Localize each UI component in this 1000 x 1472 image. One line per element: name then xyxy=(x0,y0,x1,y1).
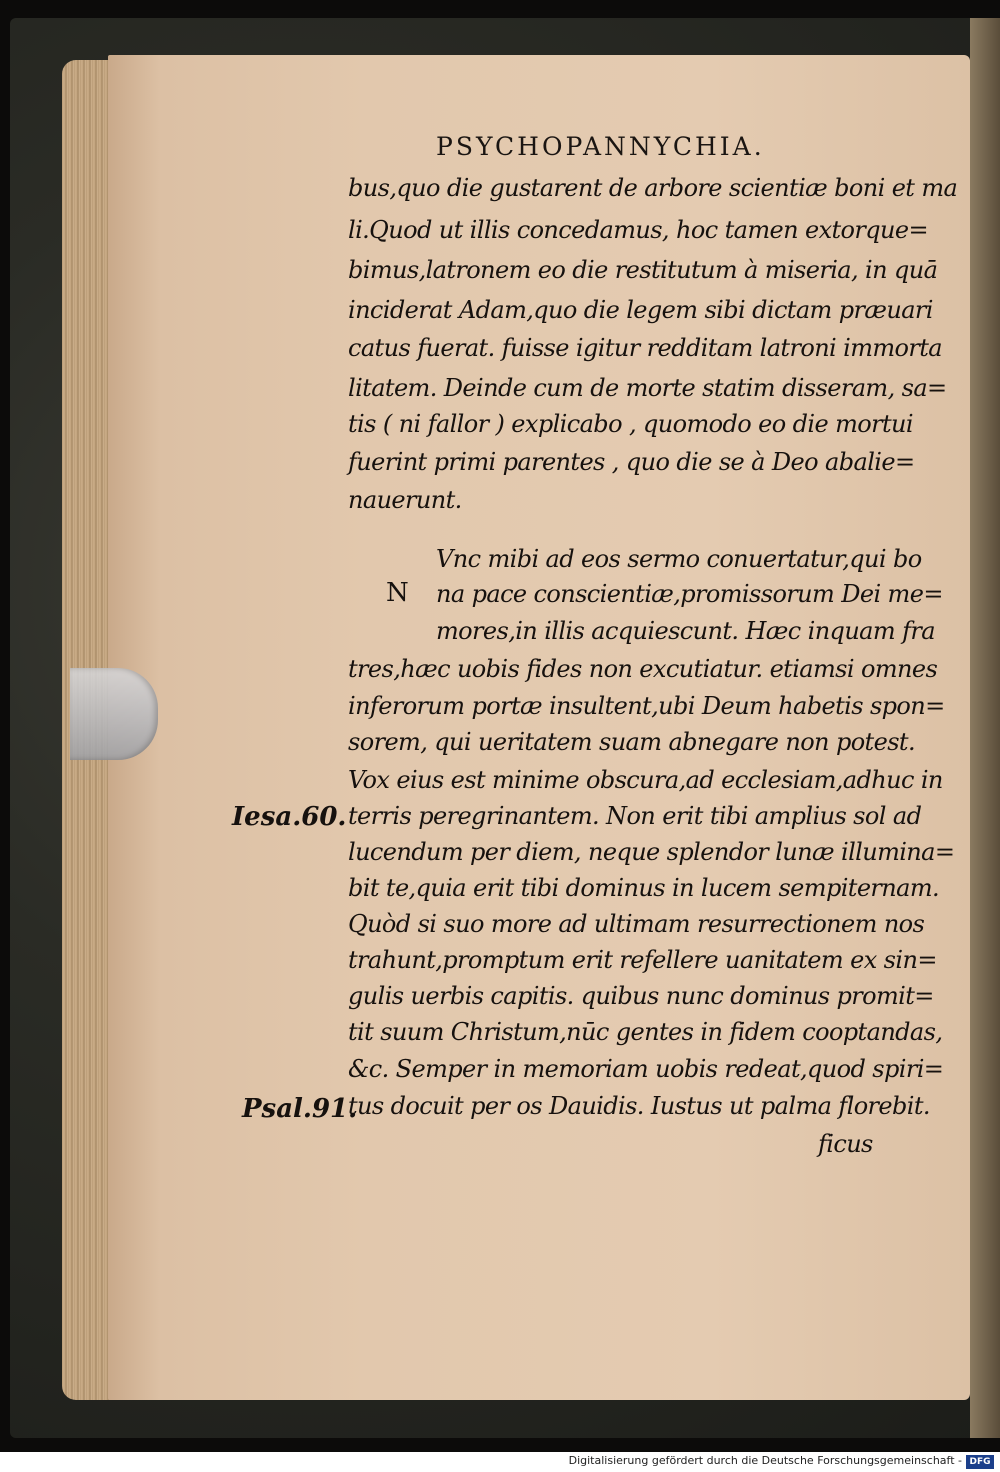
text-line: inciderat Adam,quo die legem sibi dictam præuari xyxy=(348,296,933,324)
text-line: bit te,quia erit tibi dominus in lucem sempiternam. xyxy=(348,874,940,902)
text-line: tus docuit per os Dauidis. Iustus ut palma florebit. xyxy=(348,1092,930,1120)
page-clip xyxy=(70,668,158,760)
text-line: Vnc mibi ad eos sermo conuertatur,qui bo xyxy=(436,545,922,573)
running-head: PSYCHOPANNYCHIA. xyxy=(436,132,765,161)
text-line: trahunt,promptum erit refellere uanitatem ex sin= xyxy=(348,946,937,974)
text-line: terris peregrinantem. Non erit tibi amplius sol ad xyxy=(348,802,922,830)
dfg-logo-icon: DFG xyxy=(966,1455,994,1469)
text-line: lucendum per diem, neque splendor lunæ illumina= xyxy=(348,838,955,866)
text-line: &c. Semper in memoriam uobis redeat,quod spiri= xyxy=(348,1055,944,1083)
text-line: litatem. Deinde cum de morte statim disseram, sa= xyxy=(348,374,947,402)
catchword: ficus xyxy=(818,1130,873,1158)
margin-note: Psal.91. xyxy=(242,1094,358,1124)
footer-credit: Digitalisierung gefördert durch die Deutsche Forschungsgemeinschaft - xyxy=(568,1454,962,1467)
text-line: tres,hæc uobis fides non excutiatur. etiamsi omnes xyxy=(348,655,938,683)
text-line: catus fuerat. fuisse igitur redditam latroni immorta xyxy=(348,334,943,362)
text-line: tis ( ni fallor ) explicabo , quomodo eo die mortui xyxy=(348,410,913,438)
text-line: fuerint primi parentes , quo die se à Deo abalie= xyxy=(348,448,915,476)
text-line: Vox eius est minime obscura,ad ecclesiam,adhuc in xyxy=(348,766,943,794)
text-line: nauerunt. xyxy=(348,486,462,514)
text-line: bimus,latronem eo die restitutum à miseria, in quā xyxy=(348,256,938,284)
text-line: sorem, qui ueritatem suam abnegare non potest. xyxy=(348,728,915,756)
text-line: Quòd si suo more ad ultimam resurrectionem nos xyxy=(348,910,925,938)
text-line: mores,in illis acquiescunt. Hæc inquam fra xyxy=(436,617,935,645)
text-line: bus,quo die gustarent de arbore scientiæ boni et ma xyxy=(348,174,958,202)
book-edge-right xyxy=(970,18,1000,1438)
text-line: inferorum portæ insultent,ubi Deum habetis spon= xyxy=(348,692,945,720)
text-line: li.Quod ut illis concedamus, hoc tamen extorque= xyxy=(348,216,929,244)
margin-note: Iesa.60. xyxy=(232,802,347,832)
initial-letter: N xyxy=(386,578,409,608)
text-line: tit suum Christum,nūc gentes in fidem cooptandas, xyxy=(348,1018,943,1046)
text-line: gulis uerbis capitis. quibus nunc dominus promit= xyxy=(348,982,934,1010)
text-line: na pace conscientiæ,promissorum Dei me= xyxy=(436,580,943,608)
